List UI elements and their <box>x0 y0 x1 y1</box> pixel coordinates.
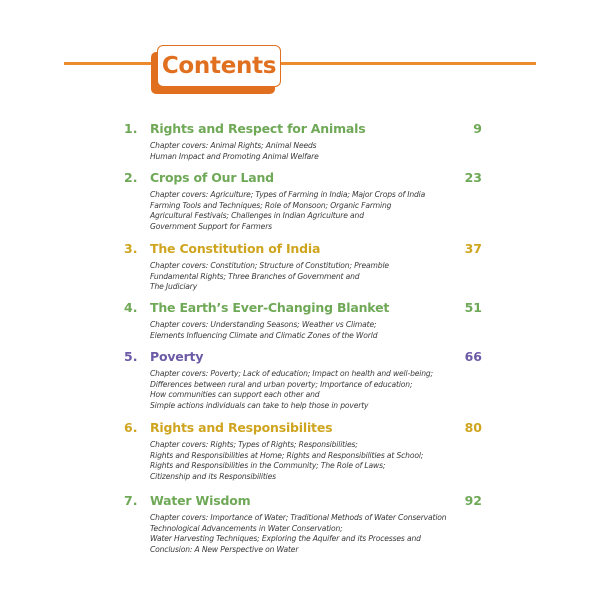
description-line: Conclusion: A New Perspective on Water <box>150 544 299 554</box>
description-line: Human Impact and Promoting Animal Welfare <box>150 151 319 161</box>
description-line: Farming Tools and Techniques; Role of Monsoon; Organic Farming <box>150 200 392 210</box>
chapter-number: 6. <box>124 420 138 435</box>
description-line: Chapter covers: Constitution; Structure of Constitution; Preamble <box>150 261 389 270</box>
chapter-title[interactable]: Crops of Our Land <box>150 170 274 185</box>
chapter-number: 2. <box>124 170 138 185</box>
description-line: Chapter covers: Importance of Water; Traditional Methods of Water Conservation <box>150 513 447 522</box>
chapter-description <box>150 190 425 232</box>
chapter-title[interactable]: The Earth’s Ever-Changing Blanket <box>150 300 390 315</box>
chapter-title[interactable]: Rights and Responsibilites <box>150 420 333 435</box>
description-line: How communities can support each other and <box>150 390 320 400</box>
chapter-page: 37 <box>464 241 482 256</box>
description-line: Citizenship and its Responsibilities <box>150 471 276 481</box>
chapter-page: 51 <box>464 300 482 315</box>
chapter-number: 7. <box>124 493 138 508</box>
description-line: Chapter covers: Rights; Types of Rights; Responsibilities; <box>150 440 358 449</box>
chapter-title[interactable]: Rights and Respect for Animals <box>150 121 366 136</box>
description-line: Government Support for Farmers <box>150 221 272 231</box>
description-line: Fundamental Rights; Three Branches of Government and <box>150 271 360 281</box>
chapter-description <box>150 141 319 162</box>
description-line: The Judiciary <box>150 282 198 292</box>
chapter-number: 5. <box>124 349 138 364</box>
description-line: Agricultural Festivals; Challenges in Indian Agriculture and <box>150 211 364 221</box>
chapter-title[interactable]: Poverty <box>150 349 204 364</box>
chapter-number: 1. <box>124 121 138 136</box>
chapter-page: 9 <box>473 121 482 136</box>
chapter-title[interactable]: Water Wisdom <box>150 493 251 508</box>
description-line: Elements Influencing Climate and Climatic Zones of the World <box>150 330 378 340</box>
chapter-page: 80 <box>464 420 482 435</box>
description-line: Chapter covers: Poverty; Lack of education; Impact on health and well-being; <box>150 369 433 378</box>
description-line: Rights and Responsibilities at Home; Rights and Responsibilities at School; <box>150 450 424 460</box>
description-line: Chapter covers: Animal Rights; Animal Needs <box>150 141 317 150</box>
header-divider-line <box>64 62 536 65</box>
chapter-description <box>150 513 446 555</box>
chapter-number: 3. <box>124 241 138 256</box>
description-line: Simple actions individuals can take to help those in poverty <box>150 400 369 410</box>
description-line: Chapter covers: Agriculture; Types of Farming in India; Major Crops of India <box>150 190 426 199</box>
chapter-title[interactable]: The Constitution of India <box>150 241 321 256</box>
chapter-description <box>150 369 433 411</box>
chapter-description <box>150 440 423 482</box>
chapter-description <box>150 320 377 341</box>
chapter-description <box>150 261 389 293</box>
description-line: Technological Advancements in Water Conservation; <box>150 523 343 533</box>
description-line: Rights and Responsibilities in the Community; The Role of Laws; <box>150 461 386 471</box>
description-line: Chapter covers: Understanding Seasons; Weather vs Climate; <box>150 320 377 329</box>
chapter-page: 66 <box>464 349 482 364</box>
chapter-number: 4. <box>124 300 138 315</box>
chapter-page: 92 <box>464 493 482 508</box>
description-line: Differences between rural and urban poverty; Importance of education; <box>150 379 413 389</box>
description-line: Water Harvesting Techniques; Exploring the Aquifer and its Processes and <box>150 534 421 544</box>
contents-title-box <box>157 45 281 87</box>
chapter-page: 23 <box>464 170 482 185</box>
page-title: Contents <box>161 53 277 79</box>
